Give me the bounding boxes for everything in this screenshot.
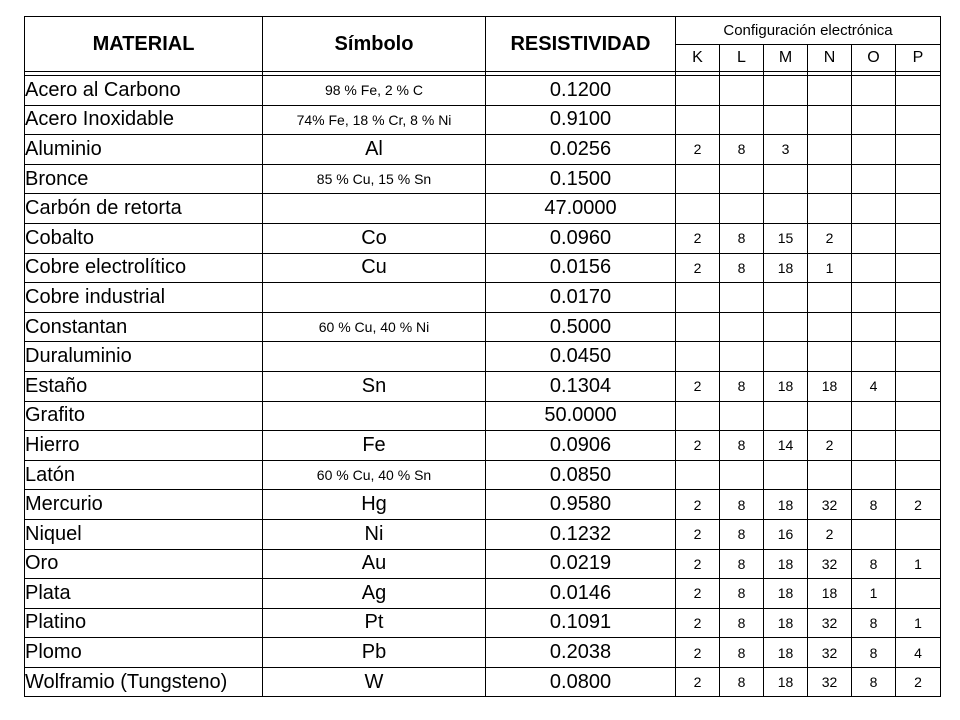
resistivity-cell: 0.1200	[486, 76, 676, 106]
shell-k-cell: 2	[676, 223, 720, 253]
table-row	[25, 312, 941, 342]
shell-o-cell	[852, 401, 896, 431]
shell-p-cell	[896, 342, 941, 372]
shell-m-cell: 15	[764, 223, 808, 253]
shell-k-cell: 2	[676, 490, 720, 520]
resistivity-cell: 0.0906	[486, 431, 676, 461]
resistivity-cell: 0.0219	[486, 549, 676, 579]
symbol-cell: 74% Fe, 18 % Cr, 8 % Ni	[263, 105, 486, 135]
shell-p-cell	[896, 105, 941, 135]
shell-l-cell: 8	[720, 549, 764, 579]
header-shell-m: M	[764, 45, 808, 72]
resistivity-cell: 0.9100	[486, 105, 676, 135]
table-row	[25, 519, 941, 549]
shell-p-cell: 1	[896, 608, 941, 638]
material-cell: Oro	[25, 549, 263, 579]
material-cell: Mercurio	[25, 490, 263, 520]
symbol-cell: 98 % Fe, 2 % C	[263, 76, 486, 106]
symbol-cell	[263, 401, 486, 431]
shell-l-cell: 8	[720, 371, 764, 401]
shell-o-cell: 8	[852, 638, 896, 668]
shell-o-cell	[852, 164, 896, 194]
shell-n-cell: 32	[808, 638, 852, 668]
header-shell-o: O	[852, 45, 896, 72]
table-row	[25, 164, 941, 194]
shell-p-cell	[896, 312, 941, 342]
symbol-cell: Ni	[263, 519, 486, 549]
shell-k-cell	[676, 76, 720, 106]
shell-k-cell: 2	[676, 638, 720, 668]
shell-o-cell	[852, 431, 896, 461]
shell-p-cell	[896, 194, 941, 224]
resistivity-cell: 0.0170	[486, 283, 676, 313]
shell-p-cell	[896, 135, 941, 165]
shell-l-cell	[720, 460, 764, 490]
resistivity-table	[24, 16, 941, 697]
symbol-cell: Sn	[263, 371, 486, 401]
symbol-cell: Pt	[263, 608, 486, 638]
shell-m-cell	[764, 194, 808, 224]
symbol-cell: Pb	[263, 638, 486, 668]
shell-k-cell	[676, 194, 720, 224]
table-row	[25, 490, 941, 520]
header-shell-k: K	[676, 45, 720, 72]
shell-k-cell	[676, 312, 720, 342]
shell-n-cell	[808, 105, 852, 135]
shell-p-cell: 4	[896, 638, 941, 668]
shell-k-cell	[676, 401, 720, 431]
shell-o-cell: 4	[852, 371, 896, 401]
header-shell-l: L	[720, 45, 764, 72]
resistivity-cell: 0.0450	[486, 342, 676, 372]
shell-m-cell: 18	[764, 490, 808, 520]
shell-l-cell: 8	[720, 519, 764, 549]
shell-o-cell	[852, 312, 896, 342]
shell-k-cell	[676, 164, 720, 194]
shell-p-cell	[896, 76, 941, 106]
shell-k-cell: 2	[676, 608, 720, 638]
material-cell: Platino	[25, 608, 263, 638]
resistivity-cell: 0.1091	[486, 608, 676, 638]
shell-m-cell: 18	[764, 549, 808, 579]
shell-m-cell: 3	[764, 135, 808, 165]
shell-p-cell	[896, 460, 941, 490]
material-cell: Carbón de retorta	[25, 194, 263, 224]
shell-l-cell	[720, 401, 764, 431]
resistivity-cell: 50.0000	[486, 401, 676, 431]
shell-l-cell	[720, 194, 764, 224]
table-row	[25, 253, 941, 283]
shell-n-cell	[808, 401, 852, 431]
symbol-cell: Au	[263, 549, 486, 579]
shell-m-cell	[764, 312, 808, 342]
symbol-cell: Hg	[263, 490, 486, 520]
material-cell: Constantan	[25, 312, 263, 342]
shell-o-cell: 8	[852, 608, 896, 638]
shell-m-cell	[764, 105, 808, 135]
shell-k-cell: 2	[676, 135, 720, 165]
shell-n-cell	[808, 194, 852, 224]
table-row	[25, 283, 941, 313]
resistivity-cell: 0.0156	[486, 253, 676, 283]
shell-o-cell	[852, 283, 896, 313]
symbol-cell: 85 % Cu, 15 % Sn	[263, 164, 486, 194]
shell-l-cell: 8	[720, 490, 764, 520]
table-row	[25, 608, 941, 638]
shell-k-cell: 2	[676, 549, 720, 579]
material-cell: Wolframio (Tungsteno)	[25, 667, 263, 697]
table-row	[25, 194, 941, 224]
shell-p-cell: 2	[896, 667, 941, 697]
shell-p-cell	[896, 431, 941, 461]
material-cell: Cobre industrial	[25, 283, 263, 313]
header-config: Configuración electrónica	[676, 17, 941, 45]
symbol-cell: Co	[263, 223, 486, 253]
shell-l-cell	[720, 312, 764, 342]
shell-k-cell	[676, 283, 720, 313]
shell-m-cell	[764, 76, 808, 106]
table-row	[25, 342, 941, 372]
shell-n-cell	[808, 283, 852, 313]
symbol-cell: 60 % Cu, 40 % Ni	[263, 312, 486, 342]
shell-n-cell: 2	[808, 223, 852, 253]
symbol-cell: 60 % Cu, 40 % Sn	[263, 460, 486, 490]
material-cell: Acero al Carbono	[25, 76, 263, 106]
shell-k-cell	[676, 460, 720, 490]
shell-l-cell: 8	[720, 638, 764, 668]
shell-n-cell: 2	[808, 519, 852, 549]
shell-n-cell	[808, 76, 852, 106]
material-cell: Plomo	[25, 638, 263, 668]
shell-k-cell	[676, 342, 720, 372]
shell-p-cell	[896, 371, 941, 401]
shell-m-cell: 18	[764, 608, 808, 638]
shell-p-cell	[896, 401, 941, 431]
resistivity-cell: 0.0800	[486, 667, 676, 697]
material-cell: Aluminio	[25, 135, 263, 165]
shell-m-cell: 18	[764, 371, 808, 401]
material-cell: Niquel	[25, 519, 263, 549]
shell-l-cell	[720, 164, 764, 194]
table-row	[25, 223, 941, 253]
header-shell-p: P	[896, 45, 941, 72]
shell-n-cell: 1	[808, 253, 852, 283]
symbol-cell: Fe	[263, 431, 486, 461]
table-row	[25, 431, 941, 461]
shell-k-cell: 2	[676, 519, 720, 549]
shell-p-cell	[896, 579, 941, 609]
material-cell: Grafito	[25, 401, 263, 431]
shell-l-cell	[720, 283, 764, 313]
shell-l-cell	[720, 76, 764, 106]
shell-k-cell: 2	[676, 579, 720, 609]
symbol-cell: Ag	[263, 579, 486, 609]
shell-m-cell: 18	[764, 638, 808, 668]
shell-l-cell: 8	[720, 431, 764, 461]
shell-n-cell: 32	[808, 490, 852, 520]
shell-m-cell: 18	[764, 253, 808, 283]
shell-n-cell	[808, 342, 852, 372]
header-shell-n: N	[808, 45, 852, 72]
symbol-cell	[263, 194, 486, 224]
shell-m-cell	[764, 401, 808, 431]
shell-n-cell: 18	[808, 579, 852, 609]
material-cell: Cobre electrolítico	[25, 253, 263, 283]
shell-n-cell	[808, 135, 852, 165]
shell-o-cell	[852, 223, 896, 253]
symbol-cell: Cu	[263, 253, 486, 283]
shell-n-cell	[808, 312, 852, 342]
shell-p-cell	[896, 223, 941, 253]
shell-l-cell: 8	[720, 253, 764, 283]
symbol-cell	[263, 342, 486, 372]
shell-l-cell	[720, 342, 764, 372]
shell-o-cell	[852, 253, 896, 283]
shell-m-cell	[764, 460, 808, 490]
resistivity-cell: 0.0256	[486, 135, 676, 165]
shell-p-cell: 2	[896, 490, 941, 520]
shell-m-cell: 18	[764, 579, 808, 609]
shell-k-cell: 2	[676, 667, 720, 697]
table-row	[25, 135, 941, 165]
material-cell: Cobalto	[25, 223, 263, 253]
header-material: MATERIAL	[25, 17, 263, 72]
shell-m-cell: 18	[764, 667, 808, 697]
header-symbol: Símbolo	[263, 17, 486, 72]
table-row	[25, 579, 941, 609]
shell-o-cell: 8	[852, 667, 896, 697]
shell-m-cell	[764, 342, 808, 372]
shell-p-cell	[896, 164, 941, 194]
resistivity-cell: 0.1500	[486, 164, 676, 194]
shell-p-cell	[896, 283, 941, 313]
shell-o-cell: 8	[852, 490, 896, 520]
shell-l-cell: 8	[720, 135, 764, 165]
symbol-cell: Al	[263, 135, 486, 165]
shell-l-cell: 8	[720, 223, 764, 253]
material-cell: Acero Inoxidable	[25, 105, 263, 135]
resistivity-cell: 0.0960	[486, 223, 676, 253]
shell-k-cell: 2	[676, 253, 720, 283]
material-cell: Bronce	[25, 164, 263, 194]
shell-o-cell	[852, 194, 896, 224]
shell-o-cell	[852, 519, 896, 549]
shell-l-cell: 8	[720, 608, 764, 638]
shell-p-cell: 1	[896, 549, 941, 579]
header-resistivity: RESISTIVIDAD	[486, 17, 676, 72]
shell-n-cell: 32	[808, 549, 852, 579]
material-cell: Hierro	[25, 431, 263, 461]
shell-o-cell	[852, 105, 896, 135]
shell-m-cell	[764, 164, 808, 194]
table-body	[25, 76, 941, 697]
shell-n-cell: 18	[808, 371, 852, 401]
shell-p-cell	[896, 519, 941, 549]
table-row	[25, 401, 941, 431]
shell-l-cell: 8	[720, 579, 764, 609]
shell-o-cell	[852, 342, 896, 372]
material-cell: Latón	[25, 460, 263, 490]
shell-m-cell: 16	[764, 519, 808, 549]
resistivity-cell: 0.5000	[486, 312, 676, 342]
material-cell: Plata	[25, 579, 263, 609]
shell-k-cell: 2	[676, 371, 720, 401]
shell-o-cell	[852, 460, 896, 490]
resistivity-cell: 0.2038	[486, 638, 676, 668]
symbol-cell: W	[263, 667, 486, 697]
resistivity-cell: 0.0146	[486, 579, 676, 609]
shell-n-cell	[808, 460, 852, 490]
resistivity-cell: 0.0850	[486, 460, 676, 490]
shell-k-cell: 2	[676, 431, 720, 461]
shell-o-cell	[852, 135, 896, 165]
material-cell: Estaño	[25, 371, 263, 401]
table-row	[25, 638, 941, 668]
table-row	[25, 667, 941, 697]
resistivity-cell: 47.0000	[486, 194, 676, 224]
shell-o-cell	[852, 76, 896, 106]
resistivity-cell: 0.1304	[486, 371, 676, 401]
table-row	[25, 549, 941, 579]
shell-m-cell: 14	[764, 431, 808, 461]
resistivity-cell: 0.9580	[486, 490, 676, 520]
shell-l-cell	[720, 105, 764, 135]
shell-p-cell	[896, 253, 941, 283]
table-row	[25, 460, 941, 490]
table-row	[25, 371, 941, 401]
table-row	[25, 105, 941, 135]
shell-n-cell: 2	[808, 431, 852, 461]
shell-o-cell: 8	[852, 549, 896, 579]
shell-n-cell: 32	[808, 608, 852, 638]
resistivity-cell: 0.1232	[486, 519, 676, 549]
table-row	[25, 76, 941, 106]
shell-m-cell	[764, 283, 808, 313]
symbol-cell	[263, 283, 486, 313]
shell-n-cell	[808, 164, 852, 194]
shell-o-cell: 1	[852, 579, 896, 609]
shell-l-cell: 8	[720, 667, 764, 697]
shell-n-cell: 32	[808, 667, 852, 697]
shell-k-cell	[676, 105, 720, 135]
material-cell: Duraluminio	[25, 342, 263, 372]
